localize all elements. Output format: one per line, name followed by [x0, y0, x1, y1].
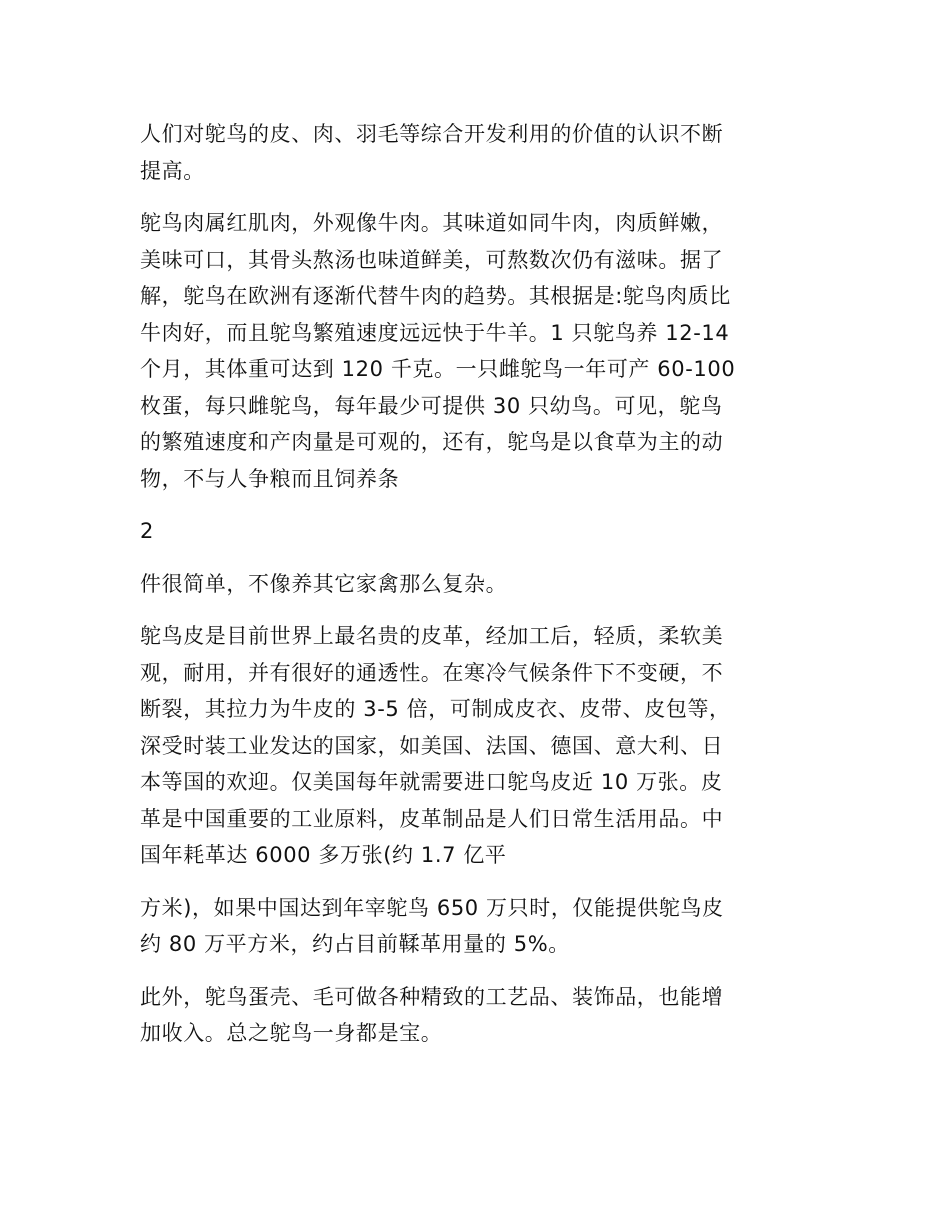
- paragraph-ostrich-meat: 鸵鸟肉属红肌肉，外观像牛肉。其味道如同牛肉，肉质鲜嫩， 美味可口，其骨头熬汤也味道鲜美，可熬数次仍有滋味。据了 解，鸵鸟在欧洲有逐渐代替牛肉的趋势。其根据是:鸵鸟肉质比 牛肉好，而且鸵鸟繁殖速度远远快于牛羊。1 只鸵鸟养 12-14 个月，其体重可达到 120 千克。一只雌鸵鸟一年可产 60-100 枚蛋，每只雌鸵鸟，每年最少可提供 30 只幼鸟。可见，鸵鸟 的繁殖速度和产肉量是可观的，还有，鸵鸟是以食草为主的动 物，不与人争粮而且饲养条: [140, 211, 736, 491]
- paragraph-overview: 人们对鸵鸟的皮、肉、羽毛等综合开发利用的价值的认识不断 提高。: [140, 122, 724, 183]
- paragraph-ostrich-leather: 鸵鸟皮是目前世界上最名贵的皮革，经加工后，轻质，柔软美 观，耐用，并有很好的通透性。在寒冷气候条件下不变硬，不 断裂，其拉力为牛皮的 3-5 倍，可制成皮衣、皮带、皮包等， 深受时装工业发达的国家，如美国、法国、德国、意大利、日 本等国的欢迎。仅美国每年就需要进口鸵鸟皮近 10 万张。皮 革是中国重要的工业原料，皮革制品是人们日常生活用品。中 国年耗革达 6000 多万张(约 1.7 亿平: [140, 624, 731, 867]
- paragraph-leather-supply: 方米)，如果中国达到年宰鸵鸟 650 万只时，仅能提供鸵鸟皮 约 80 万平方米，约占目前鞣革用量的 5%。: [140, 895, 724, 956]
- paragraph-continuation: 件很简单，不像养其它家禽那么复杂。: [140, 571, 508, 596]
- paragraph-other-uses: 此外，鸵鸟蛋壳、毛可做各种精致的工艺品、装饰品，也能增 加收入。总之鸵鸟一身都是宝。: [140, 984, 724, 1045]
- document-body: [140, 116, 810, 1068]
- page-number: 2: [140, 519, 154, 543]
